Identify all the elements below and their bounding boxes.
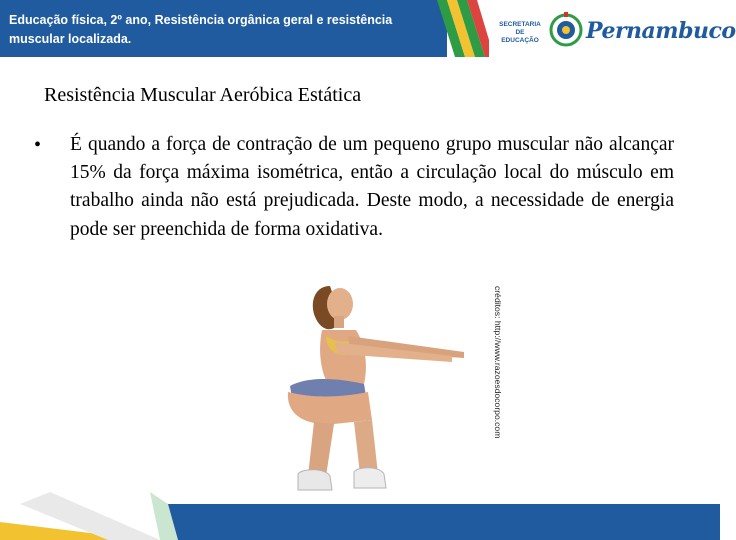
image-credit xyxy=(492,286,506,462)
decorative-stripes xyxy=(437,0,489,57)
bullet-icon: • xyxy=(34,134,42,156)
image-credit-text: créditos: http://www.razoesdocorpo.com xyxy=(493,286,503,439)
header-title: Educação física, 2º ano, Resistência orgânica geral e resistência muscular localizada. xyxy=(9,13,393,46)
header-title-band xyxy=(0,0,447,57)
header-bar xyxy=(0,0,736,62)
government-logo xyxy=(492,8,736,50)
squat-exercise-photo xyxy=(268,280,484,498)
bullet-text: É quando a força de contração de um pequeno grupo muscular não alcançar 15% da força máxima isométrica, então a circulação local do músculo em trabalho ainda não está prejudicada. Deste modo, a necessidade de energia pode ser preenchida de forma oxidativa. xyxy=(70,134,674,240)
state-seal-icon xyxy=(548,11,584,49)
pernambuco-wordmark: Pernambuco xyxy=(586,18,736,44)
secretaria-label: SECRETARIA DE EDUCAÇÃO xyxy=(499,21,541,44)
footer-decoration xyxy=(0,492,720,540)
slide-title: Resistência Muscular Aeróbica Estática xyxy=(44,84,362,106)
